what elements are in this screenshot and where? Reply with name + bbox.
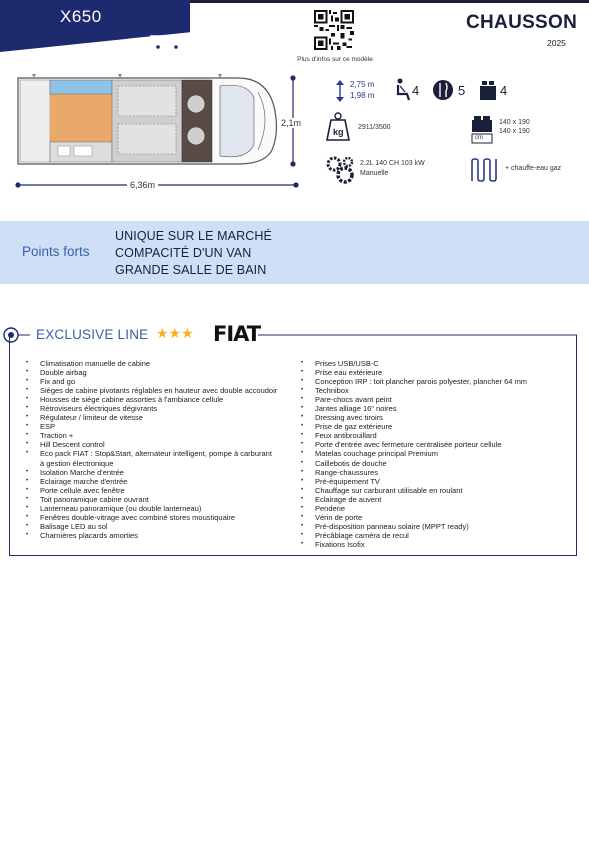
list-item: • Charnières placards amorties <box>40 531 278 540</box>
equipment-list-left <box>40 359 278 540</box>
seat-belt-icon <box>395 78 413 102</box>
model-name: X650 <box>60 7 102 26</box>
list-item: • Technibox <box>315 386 570 395</box>
list-item: • Eclairage de auvent <box>315 495 570 504</box>
list-item: • Fix and go <box>40 377 278 386</box>
engine-gears-icon <box>325 155 355 185</box>
list-item: • Rétroviseurs électriques dégivrants <box>40 404 278 413</box>
list-item: • Précâblage caméra de recul <box>315 531 570 540</box>
list-item: • Prise de gaz extérieure <box>315 422 570 431</box>
qr-caption: Plus d'infos sur ce modèle <box>297 56 373 63</box>
list-item: • Lanterneau panoramique (ou double lanterneau) <box>40 504 278 513</box>
list-item: • Caillebotis de douche <box>315 459 570 468</box>
list-item: • Chauffage sur carburant utilisable en roulant <box>315 486 570 495</box>
strengths-band <box>0 221 589 284</box>
sleeping-count: 4 <box>500 83 508 98</box>
bed-icon <box>479 78 497 102</box>
weight-unit: kg <box>333 127 344 137</box>
brand-logo: CHAUSSON <box>466 12 578 33</box>
list-item: • Porte d'entrée avec fermeture centralisée porteur cellule <box>315 440 570 449</box>
bed-size-2: 140 x 190 <box>499 128 530 135</box>
list-item: • Balisage LED au sol <box>40 522 278 531</box>
list-item: • Prises USB/USB-C <box>315 359 570 368</box>
list-item: • Prise eau extérieure <box>315 368 570 377</box>
engine-spec: 2.2L 140 CH 103 kW <box>360 160 425 167</box>
list-item: • Matelas couchage principal Premium <box>315 449 570 458</box>
dining-count: 5 <box>458 83 466 98</box>
list-item: • Régulateur / limiteur de vitesse <box>40 413 278 422</box>
list-item: • Double airbag <box>40 368 278 377</box>
fiat-logo: FIAT <box>213 322 261 346</box>
floor-plan <box>10 68 306 196</box>
list-item: • Fenêtres double-vitrage avec combiné stores moustiquaire <box>40 513 278 522</box>
heating-spec: + chauffe-eau gaz <box>505 165 562 172</box>
list-item: • Eclairage marche d'entrée <box>40 477 278 486</box>
strength-item: GRANDE SALLE DE BAIN <box>115 263 267 277</box>
list-item: • Climatisation manuelle de cabine <box>40 359 278 368</box>
qr-code[interactable] <box>314 10 354 50</box>
list-item: • Vérin de porte <box>315 513 570 522</box>
list-item: • ESP <box>40 422 278 431</box>
rating-stars: ★★★ <box>156 325 194 341</box>
list-item: • Range-chaussures <box>315 468 570 477</box>
equipment-list-right <box>315 359 570 549</box>
bed-size-1: 140 x 190 <box>499 119 530 126</box>
list-item: • Penderie <box>315 504 570 513</box>
gearbox-spec: Manuelle <box>360 170 389 177</box>
list-item: • Toit panoramique cabine ouvrant <box>40 495 278 504</box>
heater-icon <box>470 157 500 183</box>
length-label: 6,36m <box>127 180 158 190</box>
list-item: • Porte cellule avec fenêtre <box>40 486 278 495</box>
strength-item: COMPACITÉ D'UN VAN <box>115 246 252 260</box>
brand-year: 2025 <box>547 38 566 48</box>
list-item: • Eco pack FIAT : Stop&Start, alternateur intelligent, pompe à carburant à gestion électronique <box>40 449 278 467</box>
strength-item: UNIQUE SUR LE MARCHÉ <box>115 229 272 243</box>
height-min: 1,98 m <box>350 91 375 100</box>
height-max: 2,75 m <box>350 80 375 89</box>
list-item: • Hill Descent control <box>40 440 278 449</box>
list-item: • Sièges de cabine pivotants réglables en hauteur avec double accoudoir <box>40 386 278 395</box>
list-item: • Feux antibrouillard <box>315 431 570 440</box>
list-item: • Pré-équipement TV <box>315 477 570 486</box>
seats-count: 4 <box>412 83 420 98</box>
list-item: • Jantes alliage 16" noires <box>315 404 570 413</box>
list-item: • Pare-chocs avant peint <box>315 395 570 404</box>
list-item: • Fixations Isofix <box>315 540 570 549</box>
height-label: 2,1m <box>281 118 302 128</box>
list-item: • Pré-disposition panneau solaire (MPPT ready) <box>315 522 570 531</box>
weight-value: 2911/3500 <box>358 124 391 131</box>
strengths-label: Points forts <box>22 244 90 259</box>
height-arrow-icon <box>334 80 346 102</box>
dining-icon <box>432 78 454 102</box>
bed-size-unit: cm <box>475 135 483 141</box>
van-icon <box>148 31 188 51</box>
list-item: • Conception IRP : toit plancher parois polyester, plancher 64 mm <box>315 377 570 386</box>
list-item: • Isolation Marche d'entrée <box>40 468 278 477</box>
list-item: • Housses de siège cabine assorties à l'ambiance cellule <box>40 395 278 404</box>
equipment-line-title: EXCLUSIVE LINE <box>36 327 149 342</box>
list-item: • Dressing avec tiroirs <box>315 413 570 422</box>
list-item: • Traction + <box>40 431 278 440</box>
strengths-list <box>115 228 272 279</box>
